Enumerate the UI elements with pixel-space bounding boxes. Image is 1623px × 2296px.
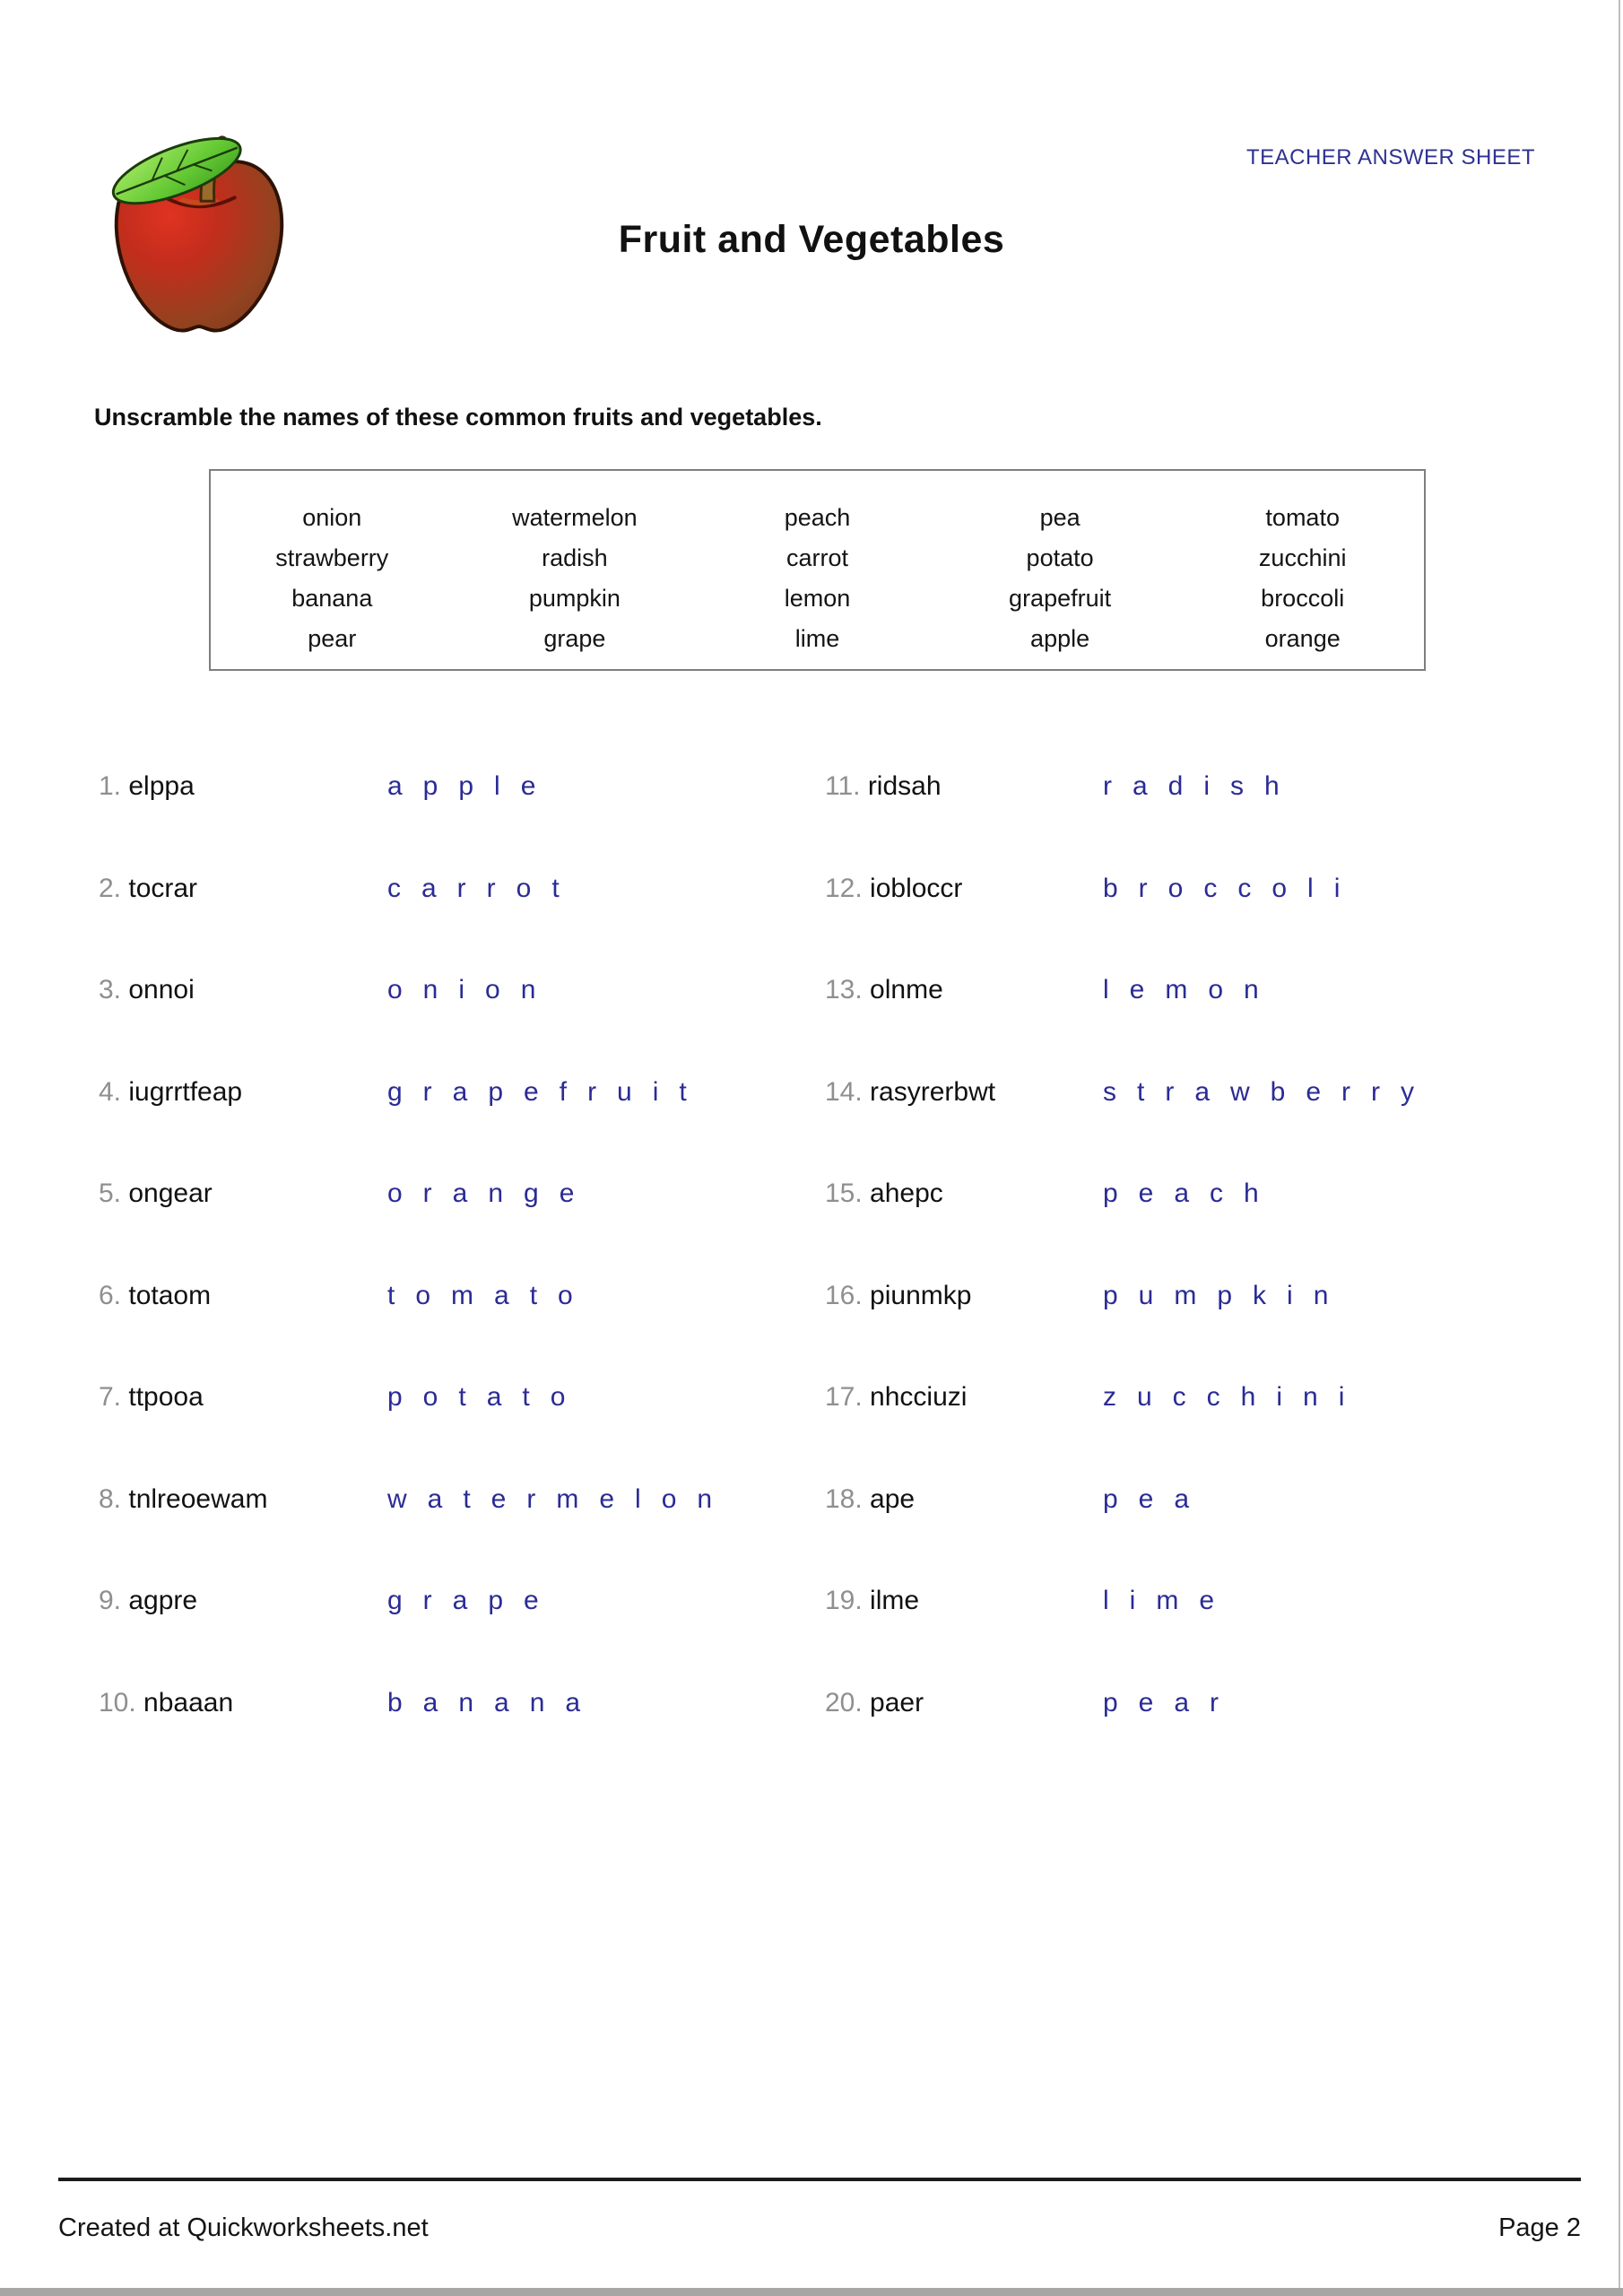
scrambled-word: tnlreoewam <box>128 1483 268 1514</box>
answer-word: carrot <box>387 873 580 903</box>
word-bank-word: grapefruit <box>1009 585 1112 612</box>
answer-word: banana <box>387 1687 602 1718</box>
scrambled-word-label <box>99 1688 387 1718</box>
footer-credit: Created at Quickworksheets.net <box>58 2213 429 2242</box>
question-number: 6. <box>99 1280 129 1310</box>
question-item <box>99 1382 816 1484</box>
question-number: 15. <box>825 1178 871 1208</box>
answer-word: broccoli <box>1103 873 1361 903</box>
answer-word: grape <box>387 1586 560 1615</box>
scrambled-word-label <box>99 1586 387 1616</box>
scrambled-word-label <box>825 874 1103 904</box>
question-number: 5. <box>99 1178 129 1208</box>
question-number: 19. <box>825 1586 871 1615</box>
scrambled-word-label <box>825 975 1103 1005</box>
scrambled-word-label <box>99 1077 387 1108</box>
question-item <box>99 975 816 1077</box>
answer-word: apple <box>387 771 557 801</box>
scrambled-word: elppa <box>128 771 195 801</box>
scrambled-word-label <box>825 1178 1103 1209</box>
questions-column-right <box>825 771 1533 1789</box>
word-bank-word: banana <box>291 585 373 612</box>
page-title: Fruit and Vegetables <box>618 218 1005 261</box>
scrambled-word: ahepc <box>870 1178 943 1208</box>
answer-word: grapefruit <box>387 1076 707 1107</box>
answer-word: radish <box>1103 771 1300 801</box>
answer-word: peach <box>1103 1178 1280 1208</box>
scrambled-word-label <box>825 1586 1103 1616</box>
answer-word: watermelon <box>387 1483 733 1514</box>
question-number: 12. <box>825 873 871 903</box>
word-bank-word: onion <box>302 504 362 531</box>
question-number: 16. <box>825 1280 871 1310</box>
word-bank-word: pea <box>1039 504 1081 531</box>
word-bank-word: broccoli <box>1261 585 1345 612</box>
scrambled-word-label <box>825 1484 1103 1515</box>
scrambled-word-label <box>99 975 387 1005</box>
question-item <box>99 1688 816 1790</box>
word-bank-word: watermelon <box>512 504 638 531</box>
question-item <box>825 1382 1533 1484</box>
footer-divider <box>58 2178 1581 2181</box>
scrambled-word-label <box>825 1688 1103 1718</box>
scrambled-word-label <box>99 1382 387 1413</box>
question-number: 9. <box>99 1586 129 1615</box>
scrambled-word: tocrar <box>128 873 198 903</box>
word-bank-word: tomato <box>1265 504 1340 531</box>
word-bank-word: lime <box>794 625 840 652</box>
answer-word: pumpkin <box>1103 1280 1350 1310</box>
scrambled-word: totaom <box>128 1280 212 1310</box>
scrambled-word: piunmkp <box>870 1280 972 1310</box>
question-item <box>99 1178 816 1281</box>
scrambled-word-label <box>99 1484 387 1515</box>
question-item <box>825 1281 1533 1383</box>
question-number: 3. <box>99 975 129 1004</box>
scrambled-word: olnme <box>870 975 943 1004</box>
word-bank-word: strawberry <box>275 544 389 571</box>
question-number: 1. <box>99 771 129 801</box>
scrambled-word: iobloccr <box>870 873 963 903</box>
question-number: 4. <box>99 1076 129 1107</box>
question-number: 20. <box>825 1687 871 1718</box>
question-number: 13. <box>825 975 871 1004</box>
question-item <box>825 1484 1533 1587</box>
page-right-edge <box>1619 0 1620 2296</box>
answer-word: pear <box>1103 1687 1240 1718</box>
answer-word: tomato <box>387 1280 594 1310</box>
scrambled-word: iugrrtfeap <box>128 1076 243 1107</box>
answer-word: potato <box>387 1382 586 1412</box>
word-bank-word: orange <box>1264 625 1341 652</box>
scrambled-word: paer <box>870 1687 924 1718</box>
question-item <box>825 975 1533 1077</box>
answer-word: lemon <box>1103 975 1280 1004</box>
word-bank-word: pear <box>308 625 357 652</box>
question-item <box>825 1586 1533 1688</box>
word-bank-box <box>209 469 1426 671</box>
scrambled-word-label <box>99 771 387 802</box>
scrambled-word-label <box>99 1178 387 1209</box>
scrambled-word: nhcciuzi <box>870 1382 968 1412</box>
question-item <box>825 1688 1533 1790</box>
answer-word: lime <box>1103 1586 1236 1615</box>
question-item <box>825 1178 1533 1281</box>
footer <box>58 2213 1581 2243</box>
scrambled-word-label <box>825 1382 1103 1413</box>
scrambled-word: ilme <box>870 1586 920 1615</box>
scrambled-word: agpre <box>128 1586 198 1615</box>
scrambled-word: ongear <box>128 1178 213 1208</box>
answer-word: strawberry <box>1103 1076 1436 1107</box>
scrambled-word-label <box>825 1077 1103 1108</box>
word-bank-word: lemon <box>784 585 851 612</box>
question-item <box>825 874 1533 976</box>
question-item <box>99 874 816 976</box>
question-number: 17. <box>825 1382 871 1412</box>
word-bank-word: radish <box>542 544 608 571</box>
word-bank-word: potato <box>1026 544 1094 571</box>
scrambled-word: nbaaan <box>143 1687 234 1718</box>
instruction-text: Unscramble the names of these common fruits and vegetables. <box>94 404 822 430</box>
scrambled-word-label <box>825 771 1103 802</box>
question-number: 14. <box>825 1076 871 1107</box>
question-number: 10. <box>99 1687 144 1718</box>
scrambled-word: rasyrerbwt <box>870 1076 996 1107</box>
answer-word: zucchini <box>1103 1382 1366 1412</box>
question-item <box>99 771 816 874</box>
scrambled-word: ape <box>870 1483 916 1514</box>
question-number: 2. <box>99 873 129 903</box>
word-bank-word: carrot <box>785 544 848 571</box>
word-bank-word: grape <box>543 625 606 652</box>
answer-word: orange <box>387 1178 595 1208</box>
scrambled-word: onnoi <box>128 975 195 1004</box>
word-bank-word: zucchini <box>1258 544 1347 571</box>
question-item <box>99 1586 816 1688</box>
word-bank-word: pumpkin <box>528 585 621 612</box>
question-number: 18. <box>825 1483 871 1514</box>
word-bank-word: apple <box>1030 625 1090 652</box>
questions-column-left <box>99 771 816 1789</box>
question-number: 11. <box>825 771 868 801</box>
scrambled-word-label <box>99 1281 387 1311</box>
question-number: 8. <box>99 1483 129 1514</box>
question-item <box>825 1077 1533 1179</box>
answer-word: onion <box>387 975 557 1004</box>
question-item <box>825 771 1533 874</box>
page-bottom-bar <box>0 2288 1623 2296</box>
scrambled-word: ridsah <box>867 771 942 801</box>
question-item <box>99 1077 816 1179</box>
question-number: 7. <box>99 1382 129 1412</box>
question-item <box>99 1281 816 1383</box>
scrambled-word-label <box>99 874 387 904</box>
word-bank-word: peach <box>784 504 851 531</box>
teacher-answer-sheet-label: TEACHER ANSWER SHEET <box>1245 145 1535 170</box>
footer-page-number: Page 2 <box>1498 2213 1581 2242</box>
scrambled-word: ttpooa <box>128 1382 204 1412</box>
answer-word: pea <box>1103 1483 1211 1514</box>
scrambled-word-label <box>825 1281 1103 1311</box>
question-item <box>99 1484 816 1587</box>
